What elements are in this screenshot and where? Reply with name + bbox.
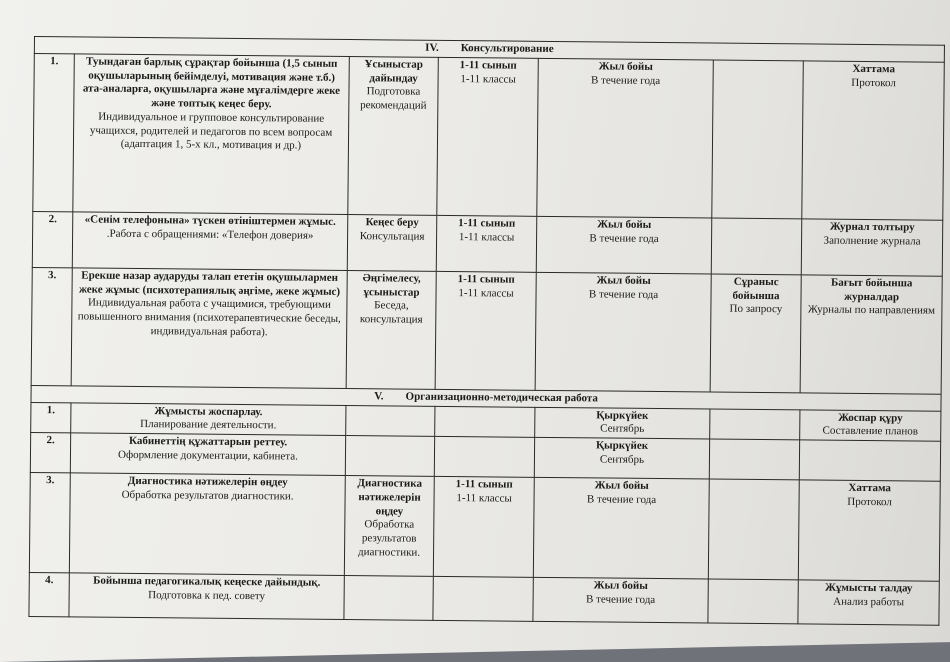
time-cell [535, 407, 710, 439]
task-ru: Обработка результатов диагностики. [121, 488, 294, 503]
form-kz [349, 437, 431, 438]
extra-kz: Сұраныс бойынша [732, 275, 780, 302]
time-kz: Жыл бойы [597, 218, 652, 231]
row-number: 3. [29, 472, 70, 572]
class-kz [438, 438, 531, 439]
result-ru: Протокол [851, 76, 896, 89]
result-cell [800, 275, 942, 394]
result-kz: Бағыт бойынша журналдар [830, 276, 913, 303]
extra-kz [717, 61, 800, 62]
result-cell [801, 219, 943, 276]
class-kz: 1-11 сынып [458, 216, 516, 230]
row-number: 3. [31, 267, 72, 385]
task-cell [71, 402, 346, 435]
task-ru: Оформление документации, кабинета. [117, 448, 298, 463]
task-cell [72, 212, 348, 271]
result-cell [798, 480, 940, 581]
extra-kz [713, 410, 796, 411]
row-number: 4. [29, 572, 69, 616]
time-kz: Жыл бойы [594, 479, 649, 492]
form-ru [348, 577, 430, 578]
result-ru: Анализ работы [833, 595, 905, 609]
row-number: 1. [31, 402, 71, 433]
class-cell [433, 476, 534, 577]
form-ru: Беседа, консультация [359, 299, 423, 326]
section-title: Организационно-методическая работа [405, 390, 598, 405]
row-number: 2. [32, 211, 73, 267]
class-ru [438, 407, 531, 408]
task-kz: Жұмысты жоспарлау. [154, 404, 263, 418]
row-number: 2. [30, 432, 70, 472]
class-ru: 1-11 классы [456, 491, 512, 505]
result-kz: Хаттама [848, 481, 892, 495]
section-roman-numeral: V. [374, 390, 384, 403]
class-kz: 1-11 сынып [457, 272, 515, 286]
result-cell [798, 580, 939, 625]
task-ru: Индивидуальное и групповое консультирование учащихся, родителей и педагогов по всем вопросам (адаптация 1, 5-х кл., мотивация и др.) [89, 110, 333, 152]
extra-ru [713, 481, 796, 482]
time-ru: В течение года [585, 593, 656, 606]
time-ru: В течение года [590, 73, 661, 87]
class-kz: 1-11 сынып [459, 58, 517, 72]
extra-ru [717, 61, 800, 62]
task-cell [70, 433, 345, 476]
extra-ru: По запросу [729, 302, 783, 316]
extra-ru [715, 219, 798, 220]
class-ru: 1-11 классы [458, 230, 515, 244]
form-kz: Әңгімелесу, ұсыныстар [362, 271, 421, 299]
form-cell [348, 56, 439, 215]
result-cell [802, 61, 945, 220]
document-page [28, 36, 944, 626]
class-cell [437, 57, 539, 216]
table-row [33, 53, 945, 220]
result-ru: Составление планов [822, 424, 919, 438]
form-cell [345, 436, 434, 477]
form-kz: Кеңес беру [365, 215, 419, 229]
extra-ru [713, 410, 796, 411]
table-row [29, 472, 940, 581]
extra-kz [715, 219, 798, 220]
task-kz: Диагностика нәтижелерін өңдеу [127, 474, 288, 489]
task-ru: Индивидуальная работа с учащимися, требующими повышенного внимания (психотерапевтические беседы, индивидуальная работа). [77, 296, 341, 339]
form-cell [346, 270, 436, 389]
extra-ru [713, 441, 796, 442]
extra-cell [711, 218, 802, 275]
result-ru: Журналы по направлениям [807, 303, 936, 317]
result-kz: Жұмысты талдау [824, 581, 913, 595]
table-row [31, 267, 942, 394]
result-kz: Хаттама [852, 62, 896, 76]
task-kz: Бойынша педагогикалық кеңеске дайындық. [93, 574, 321, 589]
row-number: 1. [33, 53, 75, 211]
work-plan-table [28, 36, 945, 626]
class-cell [434, 436, 534, 477]
extra-cell [708, 479, 799, 580]
class-cell [435, 406, 535, 437]
time-kz: Жыл бойы [593, 579, 648, 592]
class-ru [438, 438, 531, 439]
time-ru: Сентябрь [599, 453, 645, 466]
table-row [29, 572, 939, 625]
time-cell [533, 477, 709, 579]
time-cell [537, 58, 714, 218]
form-ru [349, 437, 431, 438]
form-kz: Ұсыныстар дайындау [364, 57, 423, 85]
task-cell [73, 54, 350, 215]
time-ru: В течение года [589, 231, 659, 245]
form-ru: Обработка результатов диагностики. [357, 518, 421, 559]
result-ru [803, 441, 937, 442]
time-kz: Қыркүйек [596, 408, 649, 422]
extra-kz [712, 581, 795, 582]
result-kz: Журнал толтыру [829, 220, 915, 234]
extra-cell [712, 60, 804, 219]
extra-cell [709, 439, 799, 480]
extra-kz [713, 441, 796, 442]
form-ru: Подготовка рекомендаций [360, 85, 427, 112]
extra-cell [710, 409, 800, 440]
result-kz [803, 441, 937, 442]
form-cell [346, 405, 435, 436]
task-kz: Ерекше назар аударуды талап ететін оқушылармен жеке жұмыс (психотерапиялық әңгіме, жеке жұмыс) [78, 269, 341, 298]
result-ru: Протокол [847, 495, 892, 509]
extra-kz [713, 481, 796, 482]
form-kz [349, 407, 431, 408]
form-cell [344, 476, 434, 577]
extra-ru [712, 581, 795, 582]
time-cell [534, 437, 709, 479]
result-cell [800, 409, 941, 441]
task-ru: .Работа с обращениями: «Телефон доверия» [106, 227, 314, 242]
form-ru [349, 407, 431, 408]
task-kz: Кабинеттің құжаттарын реттеу. [128, 434, 288, 449]
time-ru: В течение года [588, 287, 659, 301]
task-ru: Планирование деятельности. [140, 418, 277, 432]
class-kz [438, 407, 531, 408]
task-cell [69, 573, 344, 620]
class-kz: 1-11 сынып [455, 478, 513, 491]
time-cell [535, 272, 711, 392]
time-cell [536, 216, 712, 274]
result-ru: Заполнение журнала [823, 234, 921, 248]
class-ru: 1-11 классы [458, 286, 514, 300]
task-kz: «Сенім телефонына» түскен өтініштермен жұмыс. [84, 213, 336, 228]
result-cell [799, 440, 940, 481]
time-kz: Жыл бойы [598, 60, 653, 73]
time-kz: Жыл бойы [596, 274, 651, 287]
class-ru: 1-11 классы [460, 72, 516, 86]
result-kz: Жоспар құру [838, 411, 903, 424]
class-cell [435, 271, 536, 390]
time-ru: Сентябрь [600, 422, 645, 436]
section-title: Консультирование [460, 42, 554, 55]
form-cell [344, 576, 433, 621]
section-roman-numeral: IV. [425, 41, 439, 54]
table-row [32, 211, 943, 276]
class-kz [437, 578, 530, 579]
task-kz: Туындаған барлық сұрақтар бойынша (1,5 сынып оқушыларының бейімделуі, мотивация және т.б.) ата-аналарға, оқушыларға және мұғалімдерге жеке және топтық кеңес беру. [82, 55, 341, 111]
class-cell [433, 576, 533, 621]
form-kz: Диагностика нәтижелерін өңдеу [357, 477, 423, 518]
task-cell [69, 473, 345, 576]
form-cell [347, 214, 437, 271]
class-cell [436, 215, 537, 272]
form-kz [348, 577, 430, 578]
class-ru [437, 578, 530, 579]
extra-cell [710, 274, 801, 393]
form-ru: Консультация [359, 229, 425, 243]
time-cell [533, 577, 708, 623]
time-ru: В течение года [586, 493, 657, 506]
extra-cell [708, 579, 798, 624]
task-cell [71, 268, 347, 389]
time-kz: Қыркүйек [595, 439, 649, 452]
task-ru: Подготовка к пед. совету [148, 588, 266, 602]
